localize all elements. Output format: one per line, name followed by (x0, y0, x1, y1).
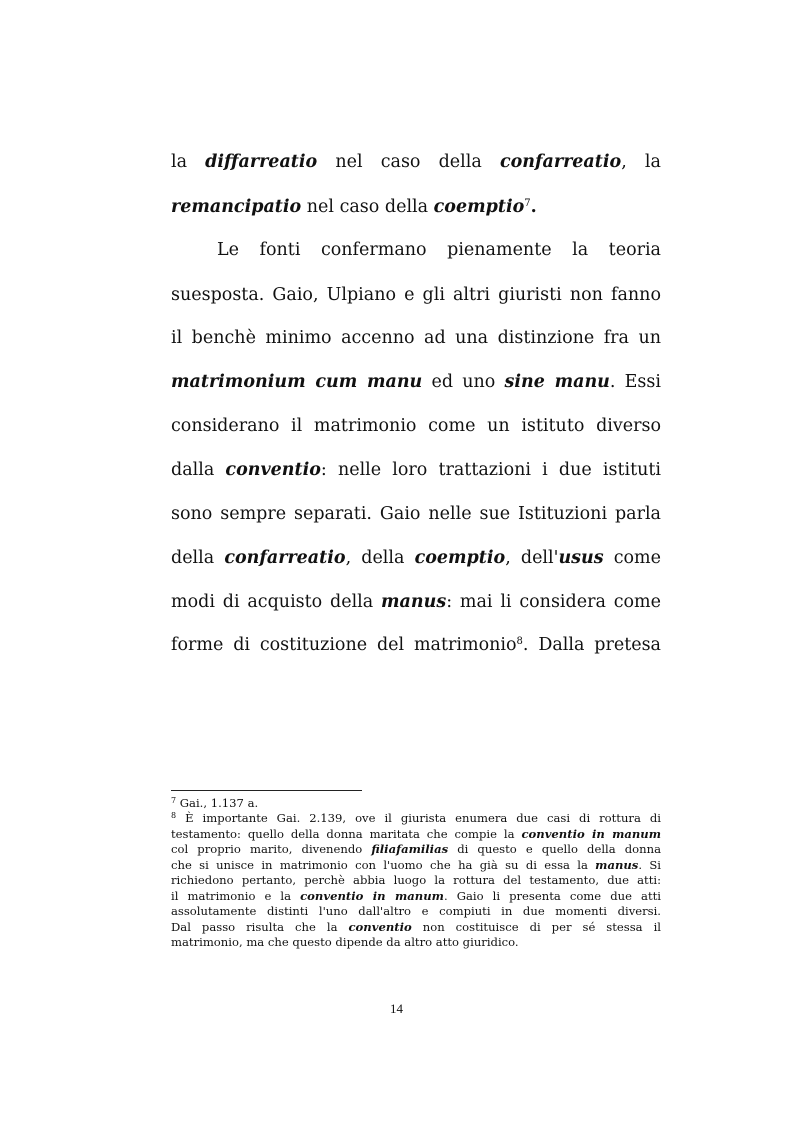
term-confarreatio: confarreatio (499, 152, 622, 172)
footnote-number-7: 7 (171, 796, 177, 805)
footnote-ref-7[interactable]: 7 (524, 198, 531, 209)
footnote-8-line-2: testamento: quello della donna maritata che compie la conventio in manum (171, 826, 662, 841)
term-remancipatio: remancipatio (171, 197, 302, 217)
footnote-8-line-6: il matrimonio e la conventio in manum. Gaio li presenta come due atti (171, 888, 661, 903)
footnote-8-line-9: matrimonio, ma che questo dipende da altro atto giuridico. (171, 935, 519, 949)
body-line-11: modi di acquisto della manus: mai li considera come (171, 592, 661, 612)
body-line-4: suesposta. Gaio, Ulpiano e gli altri giuristi non fanno (171, 285, 661, 305)
term-coemptio: coemptio (414, 548, 506, 568)
body-line-1: la diffarreatio nel caso della confarreatio, la (171, 152, 661, 172)
footnote-8-line-3: col proprio marito, divenendo filiafamilias di questo e quello della donna (171, 842, 661, 856)
body-line-5: il benchè minimo accenno ad una distinzione fra un (171, 328, 661, 348)
body-line-3: Le fonti confermano pienamente la teoria (217, 240, 661, 260)
footnote-8-line-1: $^8$ È importante Gai. 2.139, ove il giurista enumera due casi di rottura di (171, 811, 661, 825)
body-line-8: dalla conventio: nelle loro trattazioni i due istituti (171, 460, 662, 480)
term-manus: manus (381, 592, 447, 612)
footnote-7: $^7$ Gai., 1.137 a. (171, 796, 259, 810)
footnote-8 (171, 811, 661, 951)
term-matrimonium-cum-manu: matrimonium cum manu (171, 372, 423, 392)
term-usus: usus (558, 548, 604, 568)
body-line-2: remancipatio nel caso della coemptio$^7$. (171, 197, 537, 217)
footnote-ref-8[interactable]: 8 (516, 636, 523, 647)
body-line-12: forme di costituzione del matrimonio$^8$. Dalla pretesa (171, 635, 661, 655)
term-coemptio: coemptio (433, 197, 525, 217)
term-conventio: conventio (225, 460, 321, 480)
footnote-8-line-8: Dal passo risulta che la conventio non costituisce di per sé stessa il (171, 919, 661, 934)
body-line-6: matrimonium cum manu ed uno sine manu. Essi (171, 372, 661, 392)
footnote-8-line-4: che si unisce in matrimonio con l'uomo che ha già su di essa la manus. Si (171, 857, 661, 872)
page-number: 14 (390, 1001, 403, 1016)
footnote-8-line-5: richiedono pertanto, perchè abbia luogo la rottura del testamento, due atti: (171, 873, 661, 887)
footnote-number-8: 8 (171, 811, 177, 820)
term-sine-manu: sine manu (504, 372, 610, 392)
footnote-separator (171, 790, 362, 791)
footnote-8-line-7: assolutamente distinti l'uno dall'altro e compiuti in due momenti diversi. (171, 904, 661, 918)
term-diffarreatio: diffarreatio (205, 152, 318, 172)
term-confarreatio: confarreatio (224, 548, 346, 568)
body-line-9: sono sempre separati. Gaio nelle sue Istituzioni parla (171, 504, 661, 524)
body-line-10: della confarreatio, della coemptio, dell'usus come (171, 548, 662, 568)
body-line-7: considerano il matrimonio come un istituto diverso (171, 416, 661, 436)
